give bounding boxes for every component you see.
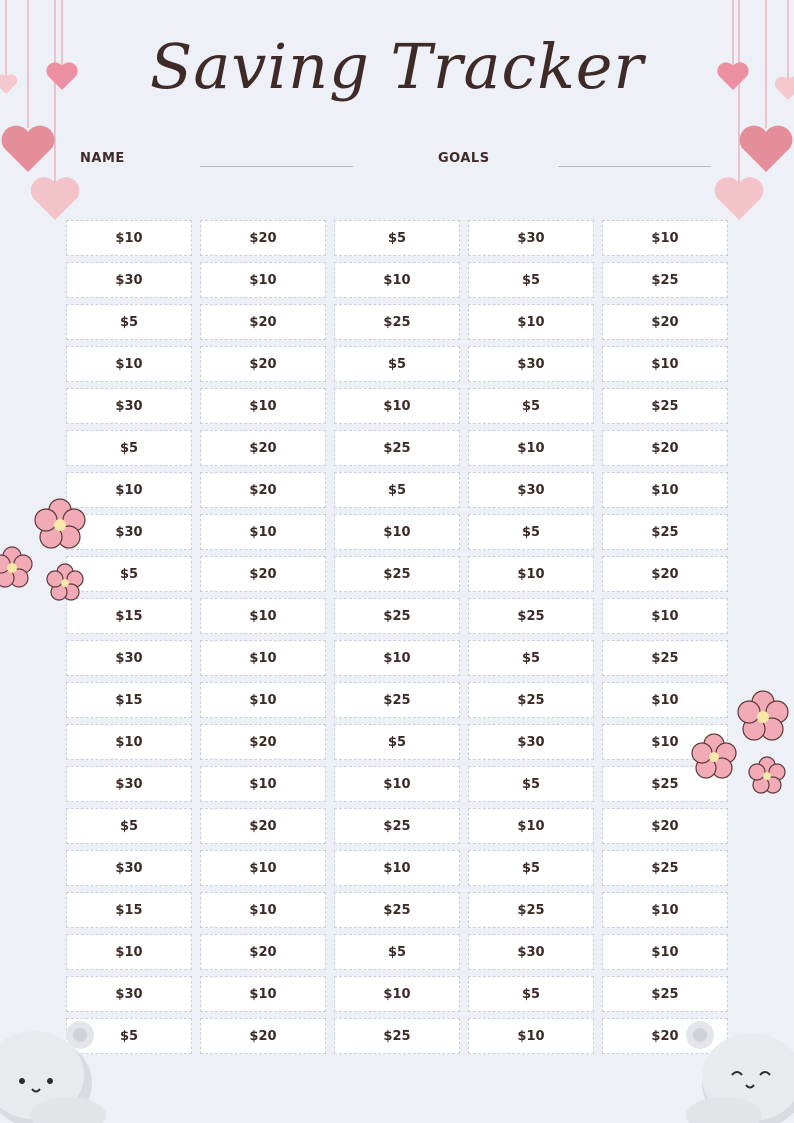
- tracker-cell[interactable]: $25: [334, 304, 460, 340]
- tracker-cell[interactable]: $10: [334, 766, 460, 802]
- tracker-cell[interactable]: $5: [334, 346, 460, 382]
- tracker-cell[interactable]: $5: [468, 388, 594, 424]
- tracker-cell[interactable]: $5: [66, 1018, 192, 1054]
- tracker-cell[interactable]: $25: [334, 892, 460, 928]
- tracker-cell[interactable]: $25: [468, 682, 594, 718]
- tracker-cell[interactable]: $10: [66, 724, 192, 760]
- tracker-cell[interactable]: $10: [334, 262, 460, 298]
- tracker-cell[interactable]: $25: [334, 556, 460, 592]
- bear-right-icon: [684, 1015, 794, 1123]
- tracker-cell[interactable]: $5: [334, 472, 460, 508]
- tracker-cell[interactable]: $10: [468, 808, 594, 844]
- tracker-cell[interactable]: $10: [602, 598, 728, 634]
- tracker-cell[interactable]: $10: [334, 850, 460, 886]
- tracker-cell[interactable]: $30: [66, 766, 192, 802]
- tracker-cell[interactable]: $10: [602, 346, 728, 382]
- tracker-cell[interactable]: $10: [602, 682, 728, 718]
- tracker-cell[interactable]: $5: [468, 976, 594, 1012]
- tracker-cell[interactable]: $10: [66, 346, 192, 382]
- tracker-cell[interactable]: $25: [602, 640, 728, 676]
- tracker-cell[interactable]: $10: [200, 262, 326, 298]
- tracker-cell[interactable]: $5: [66, 430, 192, 466]
- tracker-cell[interactable]: $20: [602, 808, 728, 844]
- tracker-cell[interactable]: $10: [200, 850, 326, 886]
- goals-field[interactable]: [558, 166, 711, 167]
- tracker-cell[interactable]: $10: [468, 556, 594, 592]
- tracker-cell[interactable]: $5: [66, 808, 192, 844]
- tracker-cell[interactable]: $25: [468, 892, 594, 928]
- tracker-cell[interactable]: $30: [468, 724, 594, 760]
- tracker-cell[interactable]: $25: [602, 514, 728, 550]
- tracker-cell[interactable]: $5: [468, 262, 594, 298]
- tracker-cell[interactable]: $25: [602, 766, 728, 802]
- name-field[interactable]: [200, 166, 353, 167]
- tracker-cell[interactable]: $25: [602, 850, 728, 886]
- tracker-cell[interactable]: $25: [334, 808, 460, 844]
- tracker-cell[interactable]: $5: [468, 850, 594, 886]
- tracker-cell[interactable]: $30: [66, 640, 192, 676]
- tracker-grid: [66, 220, 728, 1054]
- tracker-cell[interactable]: $10: [468, 430, 594, 466]
- tracker-cell[interactable]: $25: [334, 598, 460, 634]
- tracker-cell[interactable]: $20: [200, 220, 326, 256]
- tracker-cell[interactable]: $25: [334, 682, 460, 718]
- tracker-cell[interactable]: $10: [66, 220, 192, 256]
- tracker-cell[interactable]: $10: [334, 514, 460, 550]
- goals-label: GOALS: [438, 151, 490, 166]
- name-label: NAME: [80, 151, 125, 166]
- tracker-cell[interactable]: $5: [334, 220, 460, 256]
- tracker-cell[interactable]: $10: [200, 682, 326, 718]
- tracker-cell[interactable]: $30: [66, 388, 192, 424]
- tracker-cell[interactable]: $15: [66, 598, 192, 634]
- tracker-cell[interactable]: $20: [602, 430, 728, 466]
- tracker-cell[interactable]: $10: [200, 598, 326, 634]
- tracker-cell[interactable]: $30: [468, 472, 594, 508]
- flower-cluster-left-icon: [0, 490, 95, 610]
- tracker-cell[interactable]: $25: [602, 976, 728, 1012]
- flower-cluster-right-icon: [684, 683, 794, 803]
- tracker-cell[interactable]: $20: [602, 1018, 728, 1054]
- tracker-cell[interactable]: $10: [66, 934, 192, 970]
- tracker-cell[interactable]: $20: [200, 304, 326, 340]
- tracker-cell[interactable]: $10: [200, 388, 326, 424]
- tracker-cell[interactable]: $10: [200, 892, 326, 928]
- tracker-cell[interactable]: $25: [602, 388, 728, 424]
- tracker-cell[interactable]: $10: [200, 640, 326, 676]
- tracker-cell[interactable]: $10: [200, 766, 326, 802]
- tracker-cell[interactable]: $20: [200, 1018, 326, 1054]
- tracker-cell[interactable]: $25: [468, 598, 594, 634]
- tracker-cell[interactable]: $5: [334, 934, 460, 970]
- tracker-cell[interactable]: $5: [66, 556, 192, 592]
- tracker-cell[interactable]: $25: [602, 262, 728, 298]
- tracker-cell[interactable]: $30: [468, 220, 594, 256]
- tracker-cell[interactable]: $5: [66, 304, 192, 340]
- tracker-cell[interactable]: $5: [468, 766, 594, 802]
- tracker-cell[interactable]: $30: [66, 514, 192, 550]
- tracker-cell[interactable]: $10: [66, 472, 192, 508]
- tracker-cell[interactable]: $20: [602, 304, 728, 340]
- tracker-cell[interactable]: $10: [334, 388, 460, 424]
- tracker-cell[interactable]: $30: [468, 934, 594, 970]
- tracker-cell[interactable]: $20: [602, 556, 728, 592]
- tracker-cell[interactable]: $5: [334, 724, 460, 760]
- tracker-cell[interactable]: $10: [602, 934, 728, 970]
- tracker-cell[interactable]: $10: [602, 472, 728, 508]
- tracker-cell[interactable]: $10: [602, 892, 728, 928]
- tracker-cell[interactable]: $25: [334, 1018, 460, 1054]
- tracker-cell[interactable]: $10: [602, 724, 728, 760]
- info-fields: [80, 148, 720, 172]
- tracker-cell[interactable]: $10: [200, 976, 326, 1012]
- tracker-cell[interactable]: $30: [468, 346, 594, 382]
- tracker-cell[interactable]: $30: [66, 262, 192, 298]
- tracker-cell[interactable]: $20: [200, 724, 326, 760]
- tracker-cell[interactable]: $10: [200, 514, 326, 550]
- tracker-cell[interactable]: $30: [66, 850, 192, 886]
- tracker-cell[interactable]: $20: [200, 808, 326, 844]
- tracker-cell[interactable]: $5: [468, 514, 594, 550]
- tracker-cell[interactable]: $20: [200, 346, 326, 382]
- tracker-cell[interactable]: $20: [200, 934, 326, 970]
- tracker-cell[interactable]: $15: [66, 682, 192, 718]
- tracker-cell[interactable]: $30: [66, 976, 192, 1012]
- tracker-cell[interactable]: $20: [200, 430, 326, 466]
- tracker-cell[interactable]: $10: [468, 1018, 594, 1054]
- tracker-cell[interactable]: $10: [334, 976, 460, 1012]
- bear-left-icon: [0, 1015, 110, 1123]
- tracker-cell[interactable]: $15: [66, 892, 192, 928]
- tracker-cell[interactable]: $20: [200, 556, 326, 592]
- tracker-cell[interactable]: $20: [200, 472, 326, 508]
- tracker-cell[interactable]: $5: [468, 640, 594, 676]
- page-title: Saving Tracker: [149, 30, 645, 103]
- tracker-cell[interactable]: $10: [334, 640, 460, 676]
- tracker-cell[interactable]: $25: [334, 430, 460, 466]
- tracker-cell[interactable]: $10: [468, 304, 594, 340]
- tracker-cell[interactable]: $10: [602, 220, 728, 256]
